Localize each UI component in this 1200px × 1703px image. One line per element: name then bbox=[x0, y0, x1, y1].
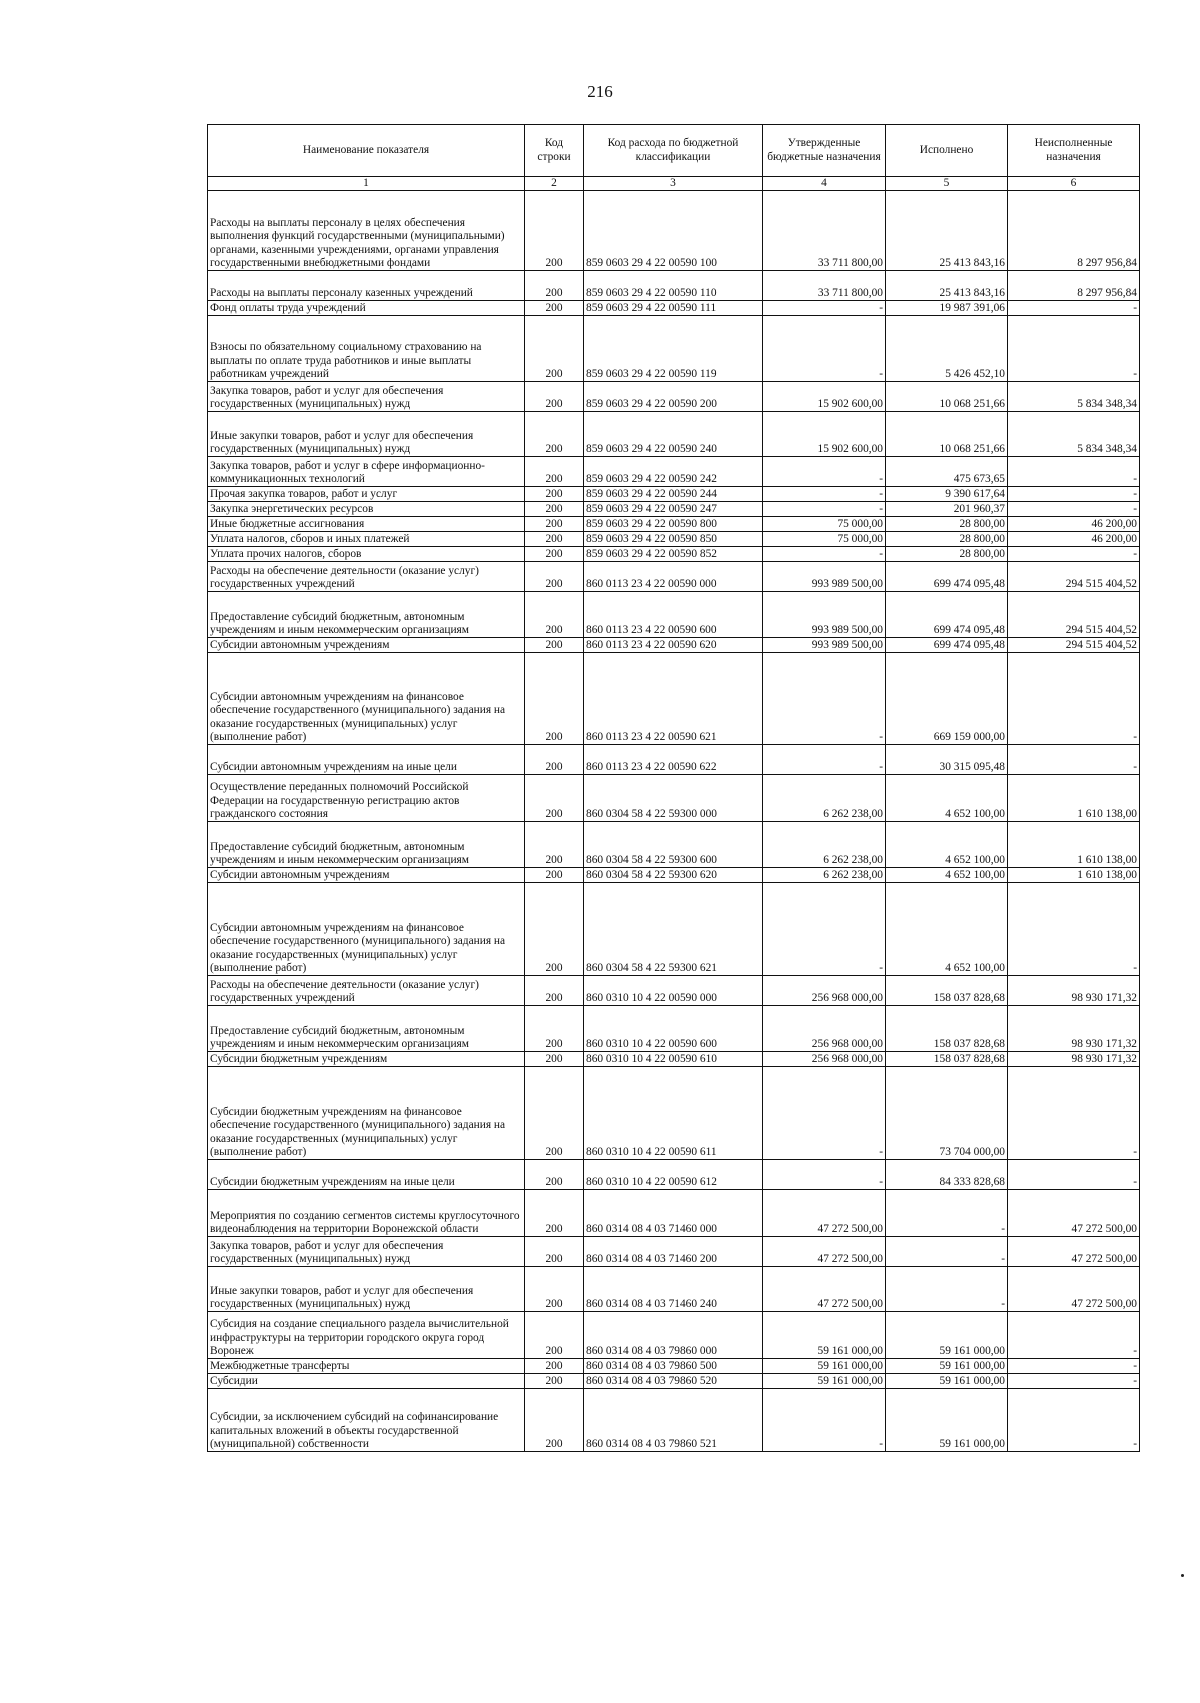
row-budget-code-cell: 860 0314 08 4 03 79860 520 bbox=[584, 1374, 763, 1389]
table-row bbox=[208, 592, 1140, 638]
row-name-cell: Иные закупки товаров, работ и услуг для обеспечения государственных (муниципальных) нужд bbox=[208, 1267, 525, 1312]
row-executed-cell: 30 315 095,48 bbox=[886, 745, 1008, 775]
row-code-cell: 200 bbox=[525, 1267, 584, 1312]
row-executed-cell: 28 800,00 bbox=[886, 517, 1008, 532]
row-unexecuted-cell: 46 200,00 bbox=[1008, 532, 1140, 547]
table-row bbox=[208, 653, 1140, 745]
row-budget-code-cell: 859 0603 29 4 22 00590 240 bbox=[584, 412, 763, 457]
row-executed-cell: 5 426 452,10 bbox=[886, 316, 1008, 382]
table-row bbox=[208, 1312, 1140, 1359]
row-name-cell: Субсидии автономным учреждениям bbox=[208, 638, 525, 653]
row-budget-code-cell: 860 0310 10 4 22 00590 612 bbox=[584, 1160, 763, 1190]
column-number: 6 bbox=[1008, 177, 1140, 191]
row-approved-cell: 993 989 500,00 bbox=[763, 562, 886, 592]
row-budget-code-cell: 860 0113 23 4 22 00590 622 bbox=[584, 745, 763, 775]
row-executed-cell: 59 161 000,00 bbox=[886, 1312, 1008, 1359]
row-executed-cell: 59 161 000,00 bbox=[886, 1389, 1008, 1452]
table-row bbox=[208, 1052, 1140, 1067]
row-code-cell: 200 bbox=[525, 1237, 584, 1267]
row-unexecuted-cell: 1 610 138,00 bbox=[1008, 868, 1140, 883]
row-unexecuted-cell: - bbox=[1008, 1312, 1140, 1359]
row-budget-code-cell: 860 0310 10 4 22 00590 611 bbox=[584, 1067, 763, 1160]
row-code-cell: 200 bbox=[525, 1160, 584, 1190]
row-code-cell: 200 bbox=[525, 1190, 584, 1237]
row-approved-cell: 256 968 000,00 bbox=[763, 976, 886, 1006]
row-executed-cell: 699 474 095,48 bbox=[886, 562, 1008, 592]
table-row bbox=[208, 1190, 1140, 1237]
table-row bbox=[208, 457, 1140, 487]
row-executed-cell: 158 037 828,68 bbox=[886, 976, 1008, 1006]
row-name-cell: Субсидии бюджетным учреждениям bbox=[208, 1052, 525, 1067]
row-unexecuted-cell: - bbox=[1008, 1359, 1140, 1374]
row-executed-cell: 4 652 100,00 bbox=[886, 883, 1008, 976]
row-name-cell: Уплата налогов, сборов и иных платежей bbox=[208, 532, 525, 547]
row-unexecuted-cell: 98 930 171,32 bbox=[1008, 1006, 1140, 1052]
row-approved-cell: 33 711 800,00 bbox=[763, 191, 886, 271]
row-budget-code-cell: 859 0603 29 4 22 00590 242 bbox=[584, 457, 763, 487]
row-executed-cell: 699 474 095,48 bbox=[886, 592, 1008, 638]
row-unexecuted-cell: 47 272 500,00 bbox=[1008, 1190, 1140, 1237]
row-approved-cell: 15 902 600,00 bbox=[763, 412, 886, 457]
table-row bbox=[208, 382, 1140, 412]
row-approved-cell: 47 272 500,00 bbox=[763, 1190, 886, 1237]
row-code-cell: 200 bbox=[525, 1067, 584, 1160]
column-number: 1 bbox=[208, 177, 525, 191]
row-code-cell: 200 bbox=[525, 412, 584, 457]
header-line-code: Код строки bbox=[525, 125, 584, 177]
row-budget-code-cell: 860 0310 10 4 22 00590 610 bbox=[584, 1052, 763, 1067]
table-row bbox=[208, 1067, 1140, 1160]
row-unexecuted-cell: - bbox=[1008, 745, 1140, 775]
row-name-cell: Предоставление субсидий бюджетным, автономным учреждениям и иным некоммерческим организациям bbox=[208, 1006, 525, 1052]
row-approved-cell: 59 161 000,00 bbox=[763, 1359, 886, 1374]
row-executed-cell: 10 068 251,66 bbox=[886, 412, 1008, 457]
row-name-cell: Расходы на обеспечение деятельности (оказание услуг) государственных учреждений bbox=[208, 976, 525, 1006]
row-budget-code-cell: 859 0603 29 4 22 00590 200 bbox=[584, 382, 763, 412]
row-approved-cell: - bbox=[763, 316, 886, 382]
table-row bbox=[208, 191, 1140, 271]
row-name-cell: Субсидии bbox=[208, 1374, 525, 1389]
row-code-cell: 200 bbox=[525, 1389, 584, 1452]
table-row bbox=[208, 1359, 1140, 1374]
row-unexecuted-cell: 1 610 138,00 bbox=[1008, 775, 1140, 822]
table-row bbox=[208, 502, 1140, 517]
row-unexecuted-cell: 294 515 404,52 bbox=[1008, 592, 1140, 638]
row-code-cell: 200 bbox=[525, 1359, 584, 1374]
row-code-cell: 200 bbox=[525, 547, 584, 562]
row-budget-code-cell: 860 0304 58 4 22 59300 621 bbox=[584, 883, 763, 976]
row-budget-code-cell: 859 0603 29 4 22 00590 244 bbox=[584, 487, 763, 502]
row-unexecuted-cell: 98 930 171,32 bbox=[1008, 976, 1140, 1006]
row-name-cell: Межбюджетные трансферты bbox=[208, 1359, 525, 1374]
row-unexecuted-cell: 294 515 404,52 bbox=[1008, 562, 1140, 592]
row-unexecuted-cell: 8 297 956,84 bbox=[1008, 191, 1140, 271]
row-code-cell: 200 bbox=[525, 868, 584, 883]
row-approved-cell: - bbox=[763, 1389, 886, 1452]
row-unexecuted-cell: - bbox=[1008, 883, 1140, 976]
row-code-cell: 200 bbox=[525, 1312, 584, 1359]
row-approved-cell: - bbox=[763, 745, 886, 775]
row-budget-code-cell: 859 0603 29 4 22 00590 100 bbox=[584, 191, 763, 271]
row-name-cell: Расходы на выплаты персоналу в целях обеспечения выполнения функций государственными (муниципальными) органами, казенными учреждениями, органами управления государственными внебюджетными фондами bbox=[208, 191, 525, 271]
row-name-cell: Мероприятия по созданию сегментов системы круглосуточного видеонаблюдения на территории Воронежской области bbox=[208, 1190, 525, 1237]
row-approved-cell: 33 711 800,00 bbox=[763, 271, 886, 301]
row-name-cell: Осуществление переданных полномочий Российской Федерации на государственную регистрацию актов гражданского состояния bbox=[208, 775, 525, 822]
table-row bbox=[208, 1006, 1140, 1052]
row-approved-cell: 993 989 500,00 bbox=[763, 638, 886, 653]
row-code-cell: 200 bbox=[525, 562, 584, 592]
row-executed-cell: 699 474 095,48 bbox=[886, 638, 1008, 653]
row-unexecuted-cell: - bbox=[1008, 653, 1140, 745]
row-approved-cell: 75 000,00 bbox=[763, 532, 886, 547]
header-row bbox=[208, 125, 1140, 177]
row-name-cell: Закупка товаров, работ и услуг в сфере информационно-коммуникационных технологий bbox=[208, 457, 525, 487]
row-executed-cell: 201 960,37 bbox=[886, 502, 1008, 517]
table-row bbox=[208, 316, 1140, 382]
row-executed-cell: 25 413 843,16 bbox=[886, 191, 1008, 271]
row-code-cell: 200 bbox=[525, 191, 584, 271]
table-row bbox=[208, 547, 1140, 562]
row-budget-code-cell: 860 0314 08 4 03 79860 000 bbox=[584, 1312, 763, 1359]
table-row bbox=[208, 976, 1140, 1006]
row-executed-cell: 59 161 000,00 bbox=[886, 1359, 1008, 1374]
row-unexecuted-cell: - bbox=[1008, 1160, 1140, 1190]
table-row bbox=[208, 1160, 1140, 1190]
row-approved-cell: - bbox=[763, 1160, 886, 1190]
row-unexecuted-cell: 47 272 500,00 bbox=[1008, 1237, 1140, 1267]
column-number: 2 bbox=[525, 177, 584, 191]
row-code-cell: 200 bbox=[525, 638, 584, 653]
row-budget-code-cell: 860 0314 08 4 03 71460 000 bbox=[584, 1190, 763, 1237]
row-approved-cell: 75 000,00 bbox=[763, 517, 886, 532]
row-executed-cell: 19 987 391,06 bbox=[886, 301, 1008, 316]
table-row bbox=[208, 271, 1140, 301]
row-budget-code-cell: 859 0603 29 4 22 00590 119 bbox=[584, 316, 763, 382]
table-row bbox=[208, 562, 1140, 592]
row-code-cell: 200 bbox=[525, 883, 584, 976]
column-number: 3 bbox=[584, 177, 763, 191]
row-name-cell: Субсидии автономным учреждениям bbox=[208, 868, 525, 883]
row-budget-code-cell: 860 0304 58 4 22 59300 620 bbox=[584, 868, 763, 883]
row-unexecuted-cell: 46 200,00 bbox=[1008, 517, 1140, 532]
row-code-cell: 200 bbox=[525, 487, 584, 502]
row-code-cell: 200 bbox=[525, 775, 584, 822]
table-row bbox=[208, 301, 1140, 316]
table-row bbox=[208, 1374, 1140, 1389]
row-approved-cell: 256 968 000,00 bbox=[763, 1052, 886, 1067]
header-unexecuted: Неисполненные назначения bbox=[1008, 125, 1140, 177]
row-unexecuted-cell: - bbox=[1008, 1374, 1140, 1389]
table-row bbox=[208, 638, 1140, 653]
row-name-cell: Взносы по обязательному социальному страхованию на выплаты по оплате труда работников и иные выплаты работникам учреждений bbox=[208, 316, 525, 382]
row-budget-code-cell: 860 0304 58 4 22 59300 600 bbox=[584, 822, 763, 868]
row-code-cell: 200 bbox=[525, 532, 584, 547]
row-budget-code-cell: 860 0113 23 4 22 00590 000 bbox=[584, 562, 763, 592]
row-name-cell: Расходы на обеспечение деятельности (оказание услуг) государственных учреждений bbox=[208, 562, 525, 592]
row-approved-cell: 6 262 238,00 bbox=[763, 868, 886, 883]
row-approved-cell: - bbox=[763, 301, 886, 316]
row-approved-cell: - bbox=[763, 457, 886, 487]
row-approved-cell: 59 161 000,00 bbox=[763, 1374, 886, 1389]
header-indicator-name: Наименование показателя bbox=[208, 125, 525, 177]
row-executed-cell: 158 037 828,68 bbox=[886, 1006, 1008, 1052]
row-executed-cell: 10 068 251,66 bbox=[886, 382, 1008, 412]
row-executed-cell: 475 673,65 bbox=[886, 457, 1008, 487]
table-row bbox=[208, 868, 1140, 883]
row-code-cell: 200 bbox=[525, 822, 584, 868]
row-budget-code-cell: 859 0603 29 4 22 00590 111 bbox=[584, 301, 763, 316]
row-approved-cell: - bbox=[763, 1067, 886, 1160]
row-approved-cell: - bbox=[763, 653, 886, 745]
row-name-cell: Субсидии автономным учреждениям на иные цели bbox=[208, 745, 525, 775]
row-unexecuted-cell: 5 834 348,34 bbox=[1008, 382, 1140, 412]
row-budget-code-cell: 860 0310 10 4 22 00590 000 bbox=[584, 976, 763, 1006]
row-budget-code-cell: 859 0603 29 4 22 00590 800 bbox=[584, 517, 763, 532]
row-budget-code-cell: 859 0603 29 4 22 00590 850 bbox=[584, 532, 763, 547]
row-approved-cell: 47 272 500,00 bbox=[763, 1267, 886, 1312]
row-code-cell: 200 bbox=[525, 592, 584, 638]
row-unexecuted-cell: - bbox=[1008, 487, 1140, 502]
row-budget-code-cell: 860 0310 10 4 22 00590 600 bbox=[584, 1006, 763, 1052]
table-row bbox=[208, 883, 1140, 976]
column-number-row bbox=[208, 177, 1140, 191]
row-budget-code-cell: 860 0314 08 4 03 79860 521 bbox=[584, 1389, 763, 1452]
row-executed-cell: 669 159 000,00 bbox=[886, 653, 1008, 745]
row-approved-cell: 6 262 238,00 bbox=[763, 822, 886, 868]
table-row bbox=[208, 1389, 1140, 1452]
table-row bbox=[208, 517, 1140, 532]
row-unexecuted-cell: 1 610 138,00 bbox=[1008, 822, 1140, 868]
header-executed: Исполнено bbox=[886, 125, 1008, 177]
row-executed-cell: 4 652 100,00 bbox=[886, 822, 1008, 868]
row-name-cell: Предоставление субсидий бюджетным, автономным учреждениям и иным некоммерческим организациям bbox=[208, 822, 525, 868]
row-code-cell: 200 bbox=[525, 653, 584, 745]
row-executed-cell: 59 161 000,00 bbox=[886, 1374, 1008, 1389]
table-row bbox=[208, 532, 1140, 547]
row-executed-cell: 9 390 617,64 bbox=[886, 487, 1008, 502]
row-approved-cell: - bbox=[763, 487, 886, 502]
row-approved-cell: 47 272 500,00 bbox=[763, 1237, 886, 1267]
row-name-cell: Иные закупки товаров, работ и услуг для обеспечения государственных (муниципальных) нужд bbox=[208, 412, 525, 457]
row-code-cell: 200 bbox=[525, 1052, 584, 1067]
row-unexecuted-cell: - bbox=[1008, 316, 1140, 382]
row-approved-cell: 59 161 000,00 bbox=[763, 1312, 886, 1359]
row-code-cell: 200 bbox=[525, 1006, 584, 1052]
row-executed-cell: - bbox=[886, 1267, 1008, 1312]
row-executed-cell: 28 800,00 bbox=[886, 547, 1008, 562]
table-row bbox=[208, 487, 1140, 502]
row-code-cell: 200 bbox=[525, 301, 584, 316]
row-executed-cell: 73 704 000,00 bbox=[886, 1067, 1008, 1160]
row-name-cell: Субсидии бюджетным учреждениям на иные цели bbox=[208, 1160, 525, 1190]
row-budget-code-cell: 859 0603 29 4 22 00590 247 bbox=[584, 502, 763, 517]
row-approved-cell: - bbox=[763, 883, 886, 976]
row-code-cell: 200 bbox=[525, 976, 584, 1006]
row-approved-cell: - bbox=[763, 547, 886, 562]
row-executed-cell: 28 800,00 bbox=[886, 532, 1008, 547]
row-name-cell: Предоставление субсидий бюджетным, автономным учреждениям и иным некоммерческим организациям bbox=[208, 592, 525, 638]
row-approved-cell: - bbox=[763, 502, 886, 517]
row-unexecuted-cell: - bbox=[1008, 1067, 1140, 1160]
row-budget-code-cell: 859 0603 29 4 22 00590 110 bbox=[584, 271, 763, 301]
row-executed-cell: - bbox=[886, 1237, 1008, 1267]
row-name-cell: Закупка энергетических ресурсов bbox=[208, 502, 525, 517]
row-code-cell: 200 bbox=[525, 502, 584, 517]
row-name-cell: Иные бюджетные ассигнования bbox=[208, 517, 525, 532]
row-approved-cell: 6 262 238,00 bbox=[763, 775, 886, 822]
row-budget-code-cell: 860 0314 08 4 03 71460 240 bbox=[584, 1267, 763, 1312]
row-unexecuted-cell: 98 930 171,32 bbox=[1008, 1052, 1140, 1067]
row-name-cell: Субсидии, за исключением субсидий на софинансирование капитальных вложений в объекты государственной (муниципальной) собственности bbox=[208, 1389, 525, 1452]
row-unexecuted-cell: - bbox=[1008, 502, 1140, 517]
row-budget-code-cell: 860 0113 23 4 22 00590 621 bbox=[584, 653, 763, 745]
row-name-cell: Субсидии автономным учреждениям на финансовое обеспечение государственного (муниципального) задания на оказание государственных (муниципальных) услуг (выполнение работ) bbox=[208, 883, 525, 976]
header-approved: Утвержденные бюджетные назначения bbox=[763, 125, 886, 177]
row-name-cell: Закупка товаров, работ и услуг для обеспечения государственных (муниципальных) нужд bbox=[208, 382, 525, 412]
table-row bbox=[208, 775, 1140, 822]
table-row bbox=[208, 1267, 1140, 1312]
row-name-cell: Субсидии бюджетным учреждениям на финансовое обеспечение государственного (муниципального) задания на оказание государственных (муниципальных) услуг (выполнение работ) bbox=[208, 1067, 525, 1160]
row-unexecuted-cell: 8 297 956,84 bbox=[1008, 271, 1140, 301]
row-code-cell: 200 bbox=[525, 517, 584, 532]
row-name-cell: Субсидия на создание специального раздела вычислительной инфраструктуры на территории городского округа город Воронеж bbox=[208, 1312, 525, 1359]
row-executed-cell: 84 333 828,68 bbox=[886, 1160, 1008, 1190]
row-budget-code-cell: 860 0314 08 4 03 79860 500 bbox=[584, 1359, 763, 1374]
row-budget-code-cell: 859 0603 29 4 22 00590 852 bbox=[584, 547, 763, 562]
row-executed-cell: 158 037 828,68 bbox=[886, 1052, 1008, 1067]
row-budget-code-cell: 860 0113 23 4 22 00590 620 bbox=[584, 638, 763, 653]
row-unexecuted-cell: - bbox=[1008, 301, 1140, 316]
row-budget-code-cell: 860 0113 23 4 22 00590 600 bbox=[584, 592, 763, 638]
column-number: 5 bbox=[886, 177, 1008, 191]
budget-execution-table bbox=[207, 124, 1140, 1452]
table-row bbox=[208, 745, 1140, 775]
row-code-cell: 200 bbox=[525, 457, 584, 487]
row-name-cell: Прочая закупка товаров, работ и услуг bbox=[208, 487, 525, 502]
table-row bbox=[208, 822, 1140, 868]
page-number: 216 bbox=[587, 82, 613, 101]
row-name-cell: Субсидии автономным учреждениям на финансовое обеспечение государственного (муниципального) задания на оказание государственных (муниципальных) услуг (выполнение работ) bbox=[208, 653, 525, 745]
row-budget-code-cell: 860 0304 58 4 22 59300 000 bbox=[584, 775, 763, 822]
row-unexecuted-cell: 47 272 500,00 bbox=[1008, 1267, 1140, 1312]
stray-mark bbox=[1181, 1574, 1184, 1577]
row-approved-cell: 993 989 500,00 bbox=[763, 592, 886, 638]
row-code-cell: 200 bbox=[525, 271, 584, 301]
table-body bbox=[208, 191, 1140, 1452]
row-unexecuted-cell: 294 515 404,52 bbox=[1008, 638, 1140, 653]
row-executed-cell: 25 413 843,16 bbox=[886, 271, 1008, 301]
row-unexecuted-cell: - bbox=[1008, 1389, 1140, 1452]
row-unexecuted-cell: 5 834 348,34 bbox=[1008, 412, 1140, 457]
row-code-cell: 200 bbox=[525, 316, 584, 382]
row-budget-code-cell: 860 0314 08 4 03 71460 200 bbox=[584, 1237, 763, 1267]
row-executed-cell: 4 652 100,00 bbox=[886, 775, 1008, 822]
table-row bbox=[208, 1237, 1140, 1267]
row-unexecuted-cell: - bbox=[1008, 547, 1140, 562]
row-code-cell: 200 bbox=[525, 1374, 584, 1389]
row-name-cell: Закупка товаров, работ и услуг для обеспечения государственных (муниципальных) нужд bbox=[208, 1237, 525, 1267]
row-executed-cell: 4 652 100,00 bbox=[886, 868, 1008, 883]
row-executed-cell: - bbox=[886, 1190, 1008, 1237]
row-approved-cell: 15 902 600,00 bbox=[763, 382, 886, 412]
row-name-cell: Фонд оплаты труда учреждений bbox=[208, 301, 525, 316]
row-unexecuted-cell: - bbox=[1008, 457, 1140, 487]
row-approved-cell: 256 968 000,00 bbox=[763, 1006, 886, 1052]
column-number: 4 bbox=[763, 177, 886, 191]
header-budget-code: Код расхода по бюджетной классификации bbox=[584, 125, 763, 177]
table-row bbox=[208, 412, 1140, 457]
row-name-cell: Уплата прочих налогов, сборов bbox=[208, 547, 525, 562]
row-name-cell: Расходы на выплаты персоналу казенных учреждений bbox=[208, 271, 525, 301]
row-code-cell: 200 bbox=[525, 382, 584, 412]
row-code-cell: 200 bbox=[525, 745, 584, 775]
